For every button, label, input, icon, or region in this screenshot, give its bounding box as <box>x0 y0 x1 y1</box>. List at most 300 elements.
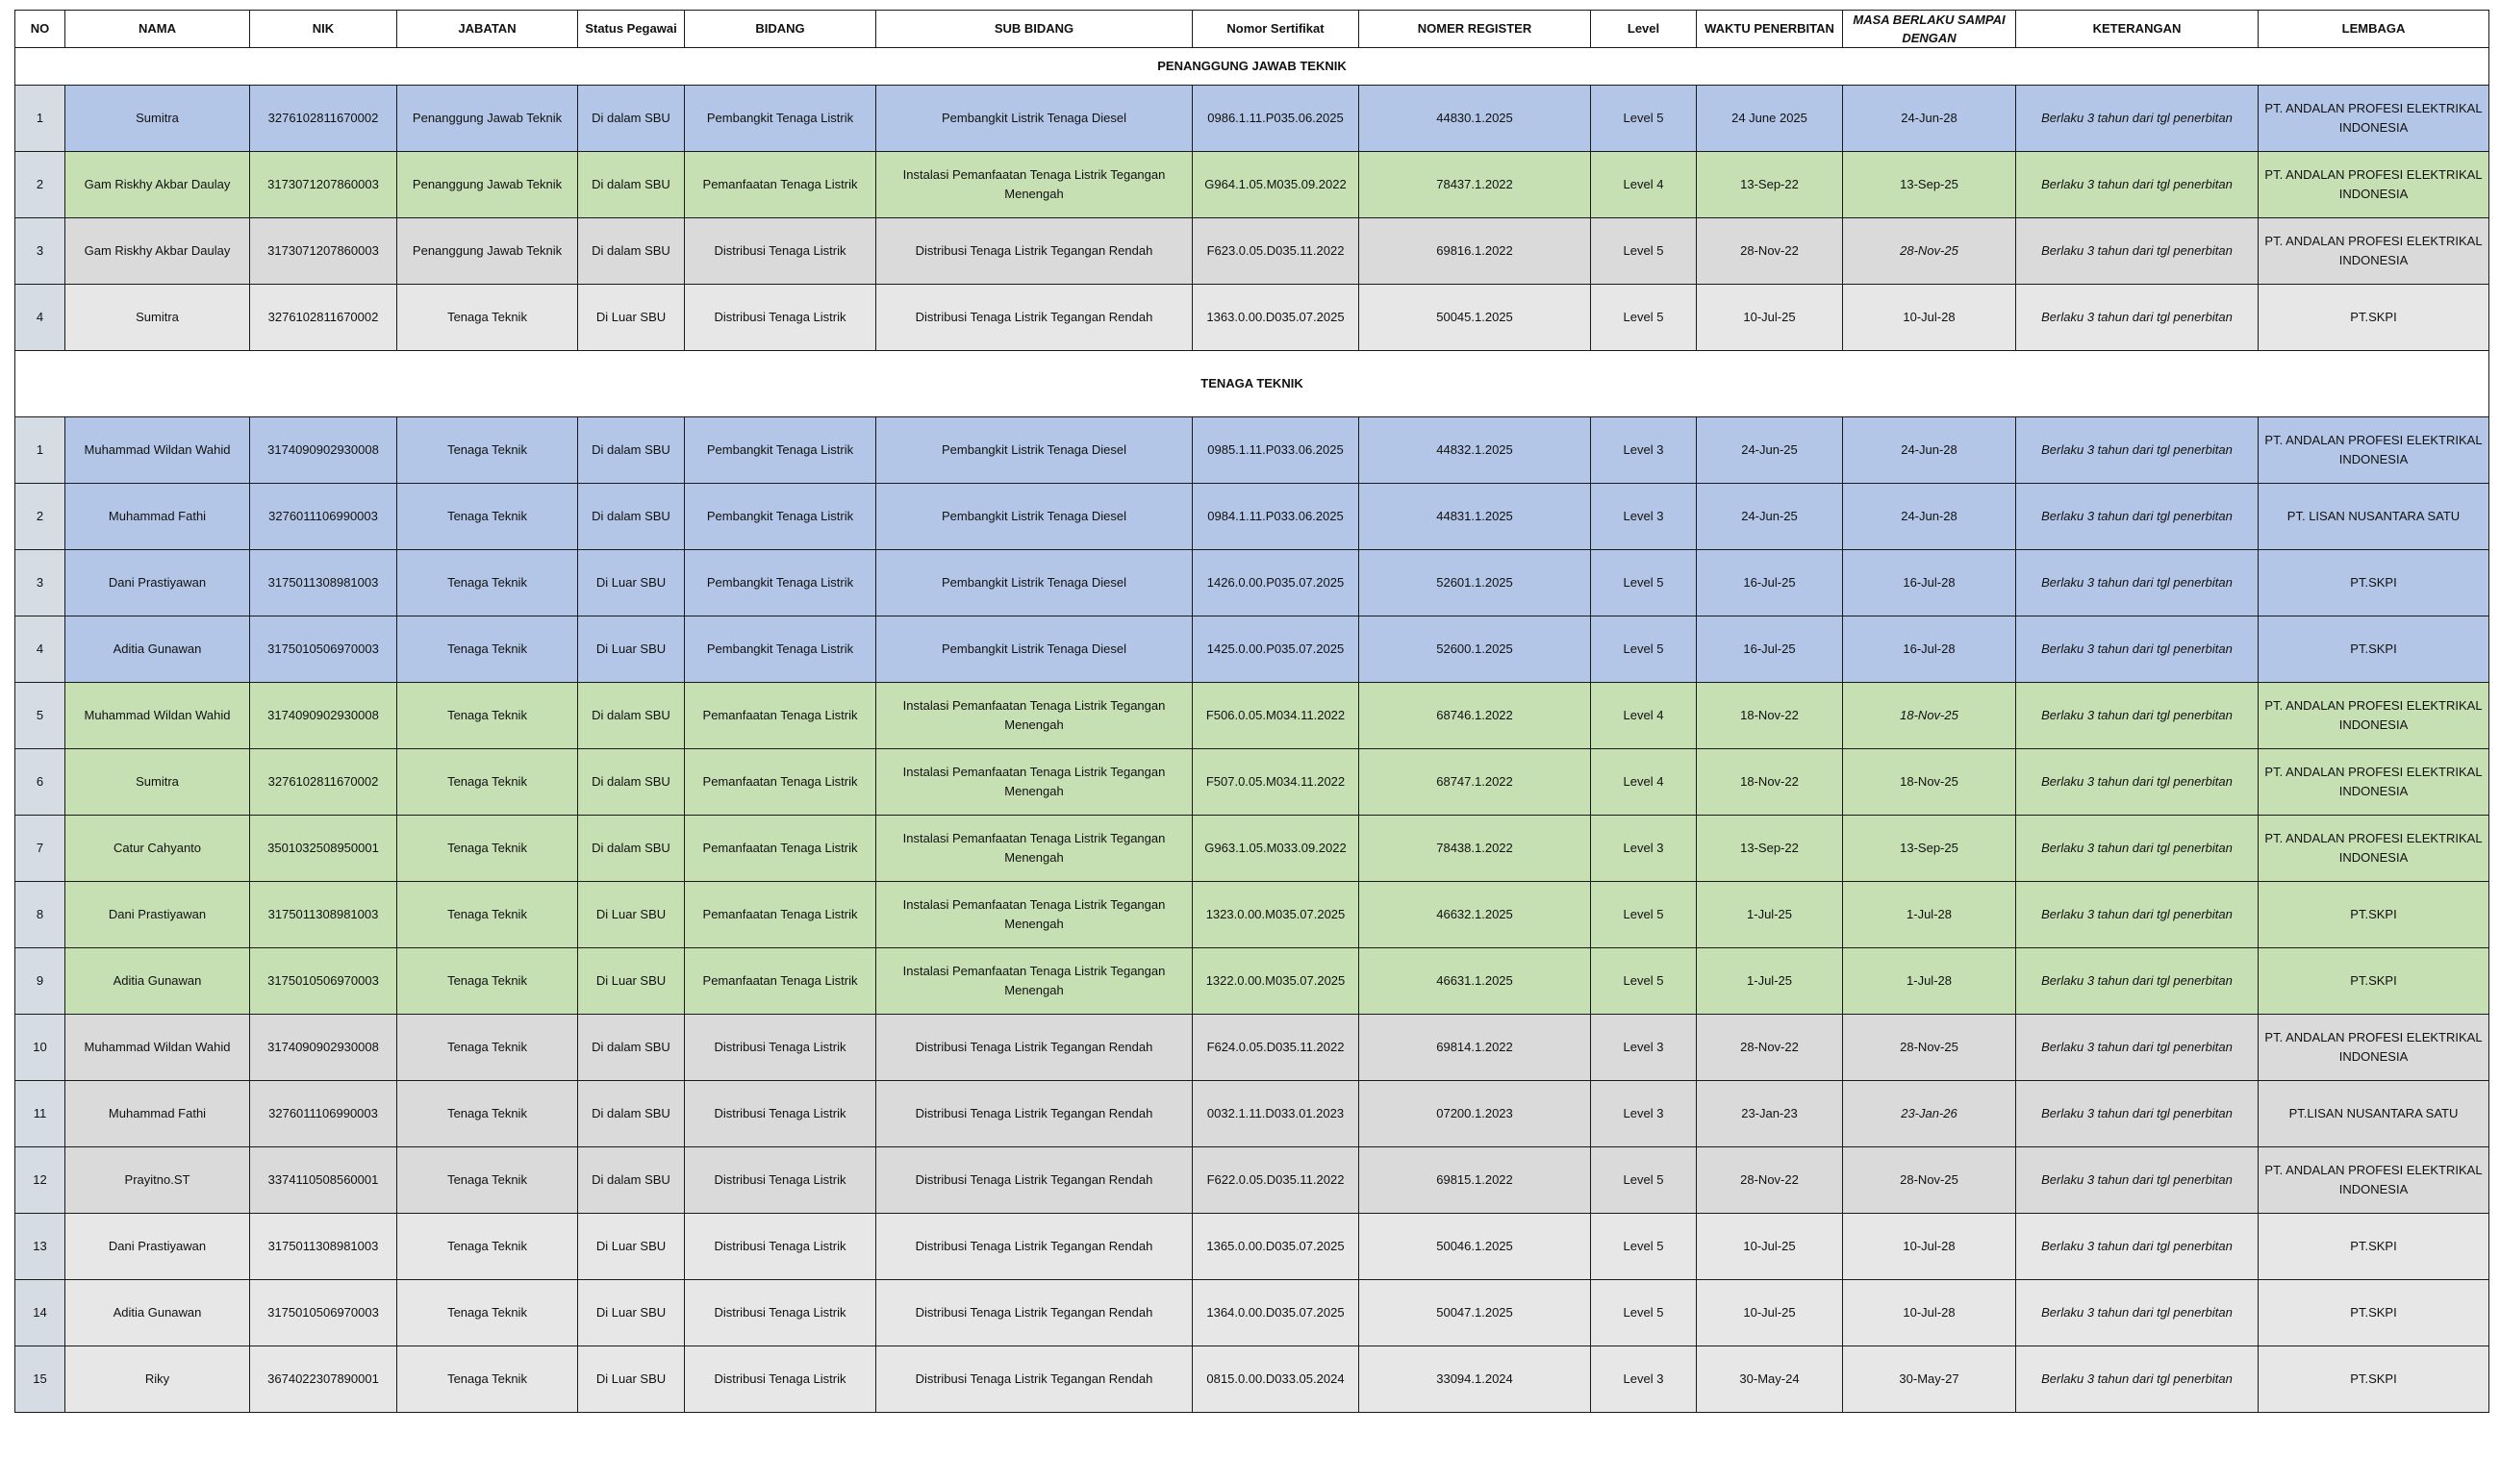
header-status-pegawai: Status Pegawai <box>578 11 685 48</box>
cell-level: Level 3 <box>1591 417 1697 484</box>
cell-level: Level 4 <box>1591 152 1697 218</box>
cell-no: 15 <box>15 1346 65 1413</box>
cell-sub-bidang: Distribusi Tenaga Listrik Tegangan Rendah <box>876 218 1193 285</box>
cell-status-pegawai: Di dalam SBU <box>578 218 685 285</box>
cell-nama: Sumitra <box>65 86 250 152</box>
cell-no: 9 <box>15 948 65 1015</box>
cell-sub-bidang: Distribusi Tenaga Listrik Tegangan Rendah <box>876 285 1193 351</box>
cell-waktu-penerbitan: 24-Jun-25 <box>1697 484 1843 550</box>
cell-bidang: Pembangkit Tenaga Listrik <box>685 86 876 152</box>
table-row <box>15 285 2489 351</box>
cell-level: Level 5 <box>1591 882 1697 948</box>
section-title: TENAGA TEKNIK <box>15 351 2489 417</box>
cell-no: 7 <box>15 816 65 882</box>
cell-nik: 3175010506970003 <box>250 1280 397 1346</box>
cell-level: Level 5 <box>1591 1214 1697 1280</box>
cell-masa-berlaku: 18-Nov-25 <box>1843 749 2016 816</box>
cell-keterangan: Berlaku 3 tahun dari tgl penerbitan <box>2016 417 2259 484</box>
header-keterangan: KETERANGAN <box>2016 11 2259 48</box>
cell-masa-berlaku: 24-Jun-28 <box>1843 484 2016 550</box>
cell-nomor-sertifikat: 1365.0.00.D035.07.2025 <box>1193 1214 1359 1280</box>
cell-nomor-sertifikat: 0815.0.00.D033.05.2024 <box>1193 1346 1359 1413</box>
cell-jabatan: Tenaga Teknik <box>397 1015 578 1081</box>
cell-waktu-penerbitan: 10-Jul-25 <box>1697 1214 1843 1280</box>
cell-bidang: Pemanfaatan Tenaga Listrik <box>685 948 876 1015</box>
cell-nama: Dani Prastiyawan <box>65 882 250 948</box>
cell-keterangan: Berlaku 3 tahun dari tgl penerbitan <box>2016 1346 2259 1413</box>
cell-status-pegawai: Di dalam SBU <box>578 1015 685 1081</box>
cell-level: Level 5 <box>1591 616 1697 683</box>
cell-sub-bidang: Pembangkit Listrik Tenaga Diesel <box>876 550 1193 616</box>
table-row <box>15 1147 2489 1214</box>
table-row <box>15 484 2489 550</box>
cell-masa-berlaku: 10-Jul-28 <box>1843 1214 2016 1280</box>
header-waktu-penerbitan: WAKTU PENERBITAN <box>1697 11 1843 48</box>
cell-masa-berlaku: 1-Jul-28 <box>1843 882 2016 948</box>
cell-keterangan: Berlaku 3 tahun dari tgl penerbitan <box>2016 1280 2259 1346</box>
cell-sub-bidang: Instalasi Pemanfaatan Tenaga Listrik Tegangan Menengah <box>876 816 1193 882</box>
cell-no: 3 <box>15 218 65 285</box>
header-row <box>15 11 2489 48</box>
cell-no: 13 <box>15 1214 65 1280</box>
cell-lembaga: PT.SKPI <box>2259 550 2489 616</box>
cell-nomer-register: 07200.1.2023 <box>1359 1081 1591 1147</box>
header-no: NO <box>15 11 65 48</box>
cell-keterangan: Berlaku 3 tahun dari tgl penerbitan <box>2016 948 2259 1015</box>
cell-nama: Gam Riskhy Akbar Daulay <box>65 152 250 218</box>
table-row <box>15 749 2489 816</box>
cell-status-pegawai: Di dalam SBU <box>578 683 685 749</box>
cell-no: 12 <box>15 1147 65 1214</box>
cell-nama: Gam Riskhy Akbar Daulay <box>65 218 250 285</box>
cell-bidang: Distribusi Tenaga Listrik <box>685 1015 876 1081</box>
header-bidang: BIDANG <box>685 11 876 48</box>
cell-jabatan: Tenaga Teknik <box>397 749 578 816</box>
cell-sub-bidang: Distribusi Tenaga Listrik Tegangan Rendah <box>876 1346 1193 1413</box>
header-sub-bidang: SUB BIDANG <box>876 11 1193 48</box>
cell-level: Level 4 <box>1591 683 1697 749</box>
cell-nik: 3374110508560001 <box>250 1147 397 1214</box>
cell-nomor-sertifikat: 0985.1.11.P033.06.2025 <box>1193 417 1359 484</box>
cell-bidang: Pembangkit Tenaga Listrik <box>685 484 876 550</box>
cell-lembaga: PT. ANDALAN PROFESI ELEKTRIKAL INDONESIA <box>2259 1015 2489 1081</box>
cell-sub-bidang: Pembangkit Listrik Tenaga Diesel <box>876 417 1193 484</box>
cell-level: Level 5 <box>1591 1280 1697 1346</box>
header-nama: NAMA <box>65 11 250 48</box>
cell-nama: Muhammad Wildan Wahid <box>65 417 250 484</box>
cell-nama: Sumitra <box>65 285 250 351</box>
cell-bidang: Distribusi Tenaga Listrik <box>685 1280 876 1346</box>
cell-nomer-register: 69814.1.2022 <box>1359 1015 1591 1081</box>
cell-no: 3 <box>15 550 65 616</box>
cell-jabatan: Tenaga Teknik <box>397 1081 578 1147</box>
section-title: PENANGGUNG JAWAB TEKNIK <box>15 48 2489 86</box>
cell-nik: 3174090902930008 <box>250 683 397 749</box>
cell-bidang: Pemanfaatan Tenaga Listrik <box>685 749 876 816</box>
cell-nomor-sertifikat: 1364.0.00.D035.07.2025 <box>1193 1280 1359 1346</box>
cell-keterangan: Berlaku 3 tahun dari tgl penerbitan <box>2016 285 2259 351</box>
cell-waktu-penerbitan: 1-Jul-25 <box>1697 948 1843 1015</box>
cell-nama: Catur Cahyanto <box>65 816 250 882</box>
cell-nik: 3175011308981003 <box>250 882 397 948</box>
cell-status-pegawai: Di dalam SBU <box>578 1147 685 1214</box>
cell-sub-bidang: Pembangkit Listrik Tenaga Diesel <box>876 484 1193 550</box>
cell-waktu-penerbitan: 13-Sep-22 <box>1697 816 1843 882</box>
cell-sub-bidang: Instalasi Pemanfaatan Tenaga Listrik Tegangan Menengah <box>876 882 1193 948</box>
cell-lembaga: PT.SKPI <box>2259 616 2489 683</box>
cell-nomer-register: 69816.1.2022 <box>1359 218 1591 285</box>
cell-nik: 3276102811670002 <box>250 285 397 351</box>
cell-nomor-sertifikat: 1425.0.00.P035.07.2025 <box>1193 616 1359 683</box>
cell-nomor-sertifikat: 1363.0.00.D035.07.2025 <box>1193 285 1359 351</box>
cell-masa-berlaku: 16-Jul-28 <box>1843 550 2016 616</box>
cell-masa-berlaku: 13-Sep-25 <box>1843 152 2016 218</box>
cell-keterangan: Berlaku 3 tahun dari tgl penerbitan <box>2016 683 2259 749</box>
cell-level: Level 3 <box>1591 1346 1697 1413</box>
cell-nik: 3276102811670002 <box>250 86 397 152</box>
cell-masa-berlaku: 18-Nov-25 <box>1843 683 2016 749</box>
cell-nik: 3175011308981003 <box>250 550 397 616</box>
cell-nik: 3174090902930008 <box>250 1015 397 1081</box>
cell-lembaga: PT.SKPI <box>2259 285 2489 351</box>
cell-jabatan: Tenaga Teknik <box>397 550 578 616</box>
cell-waktu-penerbitan: 30-May-24 <box>1697 1346 1843 1413</box>
cell-waktu-penerbitan: 10-Jul-25 <box>1697 1280 1843 1346</box>
header-masa-berlaku: MASA BERLAKU SAMPAI DENGAN <box>1843 11 2016 48</box>
cell-nama: Dani Prastiyawan <box>65 1214 250 1280</box>
cell-nama: Aditia Gunawan <box>65 1280 250 1346</box>
cell-nomer-register: 44832.1.2025 <box>1359 417 1591 484</box>
cell-nomer-register: 68746.1.2022 <box>1359 683 1591 749</box>
cell-no: 11 <box>15 1081 65 1147</box>
cell-nomer-register: 50047.1.2025 <box>1359 1280 1591 1346</box>
cell-nama: Dani Prastiyawan <box>65 550 250 616</box>
cell-sub-bidang: Pembangkit Listrik Tenaga Diesel <box>876 86 1193 152</box>
cell-nik: 3276102811670002 <box>250 749 397 816</box>
cell-nomer-register: 68747.1.2022 <box>1359 749 1591 816</box>
cell-masa-berlaku: 1-Jul-28 <box>1843 948 2016 1015</box>
cell-waktu-penerbitan: 28-Nov-22 <box>1697 1015 1843 1081</box>
header-level: Level <box>1591 11 1697 48</box>
cell-keterangan: Berlaku 3 tahun dari tgl penerbitan <box>2016 816 2259 882</box>
cell-bidang: Distribusi Tenaga Listrik <box>685 1081 876 1147</box>
cell-jabatan: Tenaga Teknik <box>397 882 578 948</box>
cell-no: 1 <box>15 86 65 152</box>
cell-bidang: Distribusi Tenaga Listrik <box>685 1346 876 1413</box>
table-row <box>15 86 2489 152</box>
cell-keterangan: Berlaku 3 tahun dari tgl penerbitan <box>2016 152 2259 218</box>
cell-keterangan: Berlaku 3 tahun dari tgl penerbitan <box>2016 484 2259 550</box>
cell-keterangan: Berlaku 3 tahun dari tgl penerbitan <box>2016 749 2259 816</box>
cell-status-pegawai: Di dalam SBU <box>578 152 685 218</box>
cell-level: Level 3 <box>1591 1081 1697 1147</box>
cell-nik: 3276011106990003 <box>250 1081 397 1147</box>
cell-bidang: Pemanfaatan Tenaga Listrik <box>685 152 876 218</box>
cell-nomer-register: 52600.1.2025 <box>1359 616 1591 683</box>
cell-no: 8 <box>15 882 65 948</box>
cell-nomor-sertifikat: 0032.1.11.D033.01.2023 <box>1193 1081 1359 1147</box>
cell-waktu-penerbitan: 18-Nov-22 <box>1697 749 1843 816</box>
cell-status-pegawai: Di Luar SBU <box>578 550 685 616</box>
cell-lembaga: PT. ANDALAN PROFESI ELEKTRIKAL INDONESIA <box>2259 152 2489 218</box>
header-nik: NIK <box>250 11 397 48</box>
cell-nomor-sertifikat: 1323.0.00.M035.07.2025 <box>1193 882 1359 948</box>
cell-keterangan: Berlaku 3 tahun dari tgl penerbitan <box>2016 882 2259 948</box>
cell-masa-berlaku: 28-Nov-25 <box>1843 218 2016 285</box>
cell-lembaga: PT. ANDALAN PROFESI ELEKTRIKAL INDONESIA <box>2259 86 2489 152</box>
cell-nomor-sertifikat: F506.0.05.M034.11.2022 <box>1193 683 1359 749</box>
cell-nomer-register: 46632.1.2025 <box>1359 882 1591 948</box>
cell-lembaga: PT. LISAN NUSANTARA SATU <box>2259 484 2489 550</box>
cell-waktu-penerbitan: 1-Jul-25 <box>1697 882 1843 948</box>
cell-jabatan: Penanggung Jawab Teknik <box>397 218 578 285</box>
cell-nik: 3175010506970003 <box>250 948 397 1015</box>
table-row <box>15 152 2489 218</box>
cell-status-pegawai: Di Luar SBU <box>578 616 685 683</box>
cell-nama: Aditia Gunawan <box>65 948 250 1015</box>
cell-nama: Aditia Gunawan <box>65 616 250 683</box>
cell-sub-bidang: Instalasi Pemanfaatan Tenaga Listrik Tegangan Menengah <box>876 152 1193 218</box>
table-row <box>15 1280 2489 1346</box>
cell-nik: 3174090902930008 <box>250 417 397 484</box>
cell-bidang: Pemanfaatan Tenaga Listrik <box>685 816 876 882</box>
cell-lembaga: PT.SKPI <box>2259 1214 2489 1280</box>
cell-jabatan: Penanggung Jawab Teknik <box>397 152 578 218</box>
cell-status-pegawai: Di Luar SBU <box>578 1280 685 1346</box>
cell-lembaga: PT.SKPI <box>2259 948 2489 1015</box>
cell-bidang: Pembangkit Tenaga Listrik <box>685 550 876 616</box>
cell-waktu-penerbitan: 23-Jan-23 <box>1697 1081 1843 1147</box>
cell-bidang: Pemanfaatan Tenaga Listrik <box>685 683 876 749</box>
cell-nomor-sertifikat: 1426.0.00.P035.07.2025 <box>1193 550 1359 616</box>
cell-waktu-penerbitan: 16-Jul-25 <box>1697 550 1843 616</box>
cell-keterangan: Berlaku 3 tahun dari tgl penerbitan <box>2016 550 2259 616</box>
cell-nomer-register: 50045.1.2025 <box>1359 285 1591 351</box>
cell-nomor-sertifikat: F623.0.05.D035.11.2022 <box>1193 218 1359 285</box>
cell-waktu-penerbitan: 24 June 2025 <box>1697 86 1843 152</box>
table-row <box>15 882 2489 948</box>
cell-nomer-register: 46631.1.2025 <box>1359 948 1591 1015</box>
cell-nomor-sertifikat: G964.1.05.M035.09.2022 <box>1193 152 1359 218</box>
cell-sub-bidang: Instalasi Pemanfaatan Tenaga Listrik Tegangan Menengah <box>876 948 1193 1015</box>
cell-waktu-penerbitan: 13-Sep-22 <box>1697 152 1843 218</box>
cell-nomor-sertifikat: F622.0.05.D035.11.2022 <box>1193 1147 1359 1214</box>
cell-level: Level 4 <box>1591 749 1697 816</box>
cell-level: Level 5 <box>1591 218 1697 285</box>
cell-nama: Prayitno.ST <box>65 1147 250 1214</box>
cell-no: 4 <box>15 285 65 351</box>
cell-nomer-register: 33094.1.2024 <box>1359 1346 1591 1413</box>
cell-masa-berlaku: 24-Jun-28 <box>1843 417 2016 484</box>
section-header-row <box>15 351 2489 417</box>
cell-lembaga: PT. ANDALAN PROFESI ELEKTRIKAL INDONESIA <box>2259 218 2489 285</box>
cell-level: Level 5 <box>1591 948 1697 1015</box>
cell-nama: Sumitra <box>65 749 250 816</box>
cell-waktu-penerbitan: 10-Jul-25 <box>1697 285 1843 351</box>
header-nomor-sertifikat: Nomor Sertifikat <box>1193 11 1359 48</box>
table-row <box>15 417 2489 484</box>
cell-lembaga: PT.SKPI <box>2259 882 2489 948</box>
cell-keterangan: Berlaku 3 tahun dari tgl penerbitan <box>2016 1015 2259 1081</box>
cell-nomer-register: 44830.1.2025 <box>1359 86 1591 152</box>
cell-nomor-sertifikat: G963.1.05.M033.09.2022 <box>1193 816 1359 882</box>
cell-masa-berlaku: 28-Nov-25 <box>1843 1147 2016 1214</box>
cell-waktu-penerbitan: 16-Jul-25 <box>1697 616 1843 683</box>
header-jabatan: JABATAN <box>397 11 578 48</box>
cell-waktu-penerbitan: 28-Nov-22 <box>1697 218 1843 285</box>
cell-nomor-sertifikat: 0986.1.11.P035.06.2025 <box>1193 86 1359 152</box>
cell-nama: Muhammad Wildan Wahid <box>65 1015 250 1081</box>
cell-status-pegawai: Di dalam SBU <box>578 1081 685 1147</box>
cell-masa-berlaku: 23-Jan-26 <box>1843 1081 2016 1147</box>
cell-nik: 3276011106990003 <box>250 484 397 550</box>
cell-nomer-register: 52601.1.2025 <box>1359 550 1591 616</box>
cell-lembaga: PT.SKPI <box>2259 1346 2489 1413</box>
cell-jabatan: Tenaga Teknik <box>397 285 578 351</box>
cell-nomer-register: 44831.1.2025 <box>1359 484 1591 550</box>
table-body <box>15 48 2489 1413</box>
cell-lembaga: PT. ANDALAN PROFESI ELEKTRIKAL INDONESIA <box>2259 1147 2489 1214</box>
cell-nik: 3175011308981003 <box>250 1214 397 1280</box>
cell-no: 10 <box>15 1015 65 1081</box>
cell-status-pegawai: Di Luar SBU <box>578 1346 685 1413</box>
cell-nik: 3175010506970003 <box>250 616 397 683</box>
cell-bidang: Pemanfaatan Tenaga Listrik <box>685 882 876 948</box>
cell-no: 6 <box>15 749 65 816</box>
cell-jabatan: Tenaga Teknik <box>397 816 578 882</box>
cell-nomor-sertifikat: 0984.1.11.P033.06.2025 <box>1193 484 1359 550</box>
cell-status-pegawai: Di dalam SBU <box>578 484 685 550</box>
cell-masa-berlaku: 13-Sep-25 <box>1843 816 2016 882</box>
cell-jabatan: Tenaga Teknik <box>397 948 578 1015</box>
cell-nik: 3173071207860003 <box>250 218 397 285</box>
cell-no: 5 <box>15 683 65 749</box>
cell-jabatan: Tenaga Teknik <box>397 683 578 749</box>
section-header-row <box>15 48 2489 86</box>
cell-keterangan: Berlaku 3 tahun dari tgl penerbitan <box>2016 1147 2259 1214</box>
cell-nik: 3173071207860003 <box>250 152 397 218</box>
cell-sub-bidang: Instalasi Pemanfaatan Tenaga Listrik Tegangan Menengah <box>876 749 1193 816</box>
cell-no: 2 <box>15 152 65 218</box>
cell-status-pegawai: Di dalam SBU <box>578 816 685 882</box>
cell-nama: Muhammad Wildan Wahid <box>65 683 250 749</box>
cell-jabatan: Tenaga Teknik <box>397 1147 578 1214</box>
cell-jabatan: Penanggung Jawab Teknik <box>397 86 578 152</box>
cell-level: Level 3 <box>1591 1015 1697 1081</box>
cell-waktu-penerbitan: 18-Nov-22 <box>1697 683 1843 749</box>
table-row <box>15 218 2489 285</box>
cell-waktu-penerbitan: 28-Nov-22 <box>1697 1147 1843 1214</box>
cell-sub-bidang: Distribusi Tenaga Listrik Tegangan Rendah <box>876 1280 1193 1346</box>
cell-jabatan: Tenaga Teknik <box>397 1280 578 1346</box>
cell-status-pegawai: Di dalam SBU <box>578 86 685 152</box>
cell-status-pegawai: Di dalam SBU <box>578 749 685 816</box>
cell-level: Level 5 <box>1591 1147 1697 1214</box>
header-nomer-register: NOMER REGISTER <box>1359 11 1591 48</box>
cell-status-pegawai: Di Luar SBU <box>578 948 685 1015</box>
cell-sub-bidang: Pembangkit Listrik Tenaga Diesel <box>876 616 1193 683</box>
cell-jabatan: Tenaga Teknik <box>397 417 578 484</box>
cell-level: Level 5 <box>1591 285 1697 351</box>
cell-lembaga: PT. ANDALAN PROFESI ELEKTRIKAL INDONESIA <box>2259 816 2489 882</box>
table-row <box>15 816 2489 882</box>
certificate-table <box>14 10 2489 1413</box>
cell-bidang: Distribusi Tenaga Listrik <box>685 1147 876 1214</box>
cell-nomor-sertifikat: F507.0.05.M034.11.2022 <box>1193 749 1359 816</box>
cell-masa-berlaku: 28-Nov-25 <box>1843 1015 2016 1081</box>
cell-nomer-register: 69815.1.2022 <box>1359 1147 1591 1214</box>
cell-lembaga: PT. ANDALAN PROFESI ELEKTRIKAL INDONESIA <box>2259 749 2489 816</box>
cell-status-pegawai: Di Luar SBU <box>578 1214 685 1280</box>
cell-status-pegawai: Di Luar SBU <box>578 882 685 948</box>
cell-status-pegawai: Di dalam SBU <box>578 417 685 484</box>
cell-no: 14 <box>15 1280 65 1346</box>
table-row <box>15 1015 2489 1081</box>
cell-sub-bidang: Distribusi Tenaga Listrik Tegangan Rendah <box>876 1015 1193 1081</box>
cell-jabatan: Tenaga Teknik <box>397 616 578 683</box>
cell-sub-bidang: Instalasi Pemanfaatan Tenaga Listrik Tegangan Menengah <box>876 683 1193 749</box>
table-row <box>15 550 2489 616</box>
cell-bidang: Distribusi Tenaga Listrik <box>685 285 876 351</box>
cell-no: 2 <box>15 484 65 550</box>
cell-masa-berlaku: 24-Jun-28 <box>1843 86 2016 152</box>
cell-lembaga: PT. ANDALAN PROFESI ELEKTRIKAL INDONESIA <box>2259 683 2489 749</box>
cell-nik: 3501032508950001 <box>250 816 397 882</box>
cell-nik: 3674022307890001 <box>250 1346 397 1413</box>
cell-no: 4 <box>15 616 65 683</box>
cell-lembaga: PT.SKPI <box>2259 1280 2489 1346</box>
cell-bidang: Distribusi Tenaga Listrik <box>685 1214 876 1280</box>
cell-nomor-sertifikat: 1322.0.00.M035.07.2025 <box>1193 948 1359 1015</box>
cell-nomer-register: 78438.1.2022 <box>1359 816 1591 882</box>
cell-no: 1 <box>15 417 65 484</box>
table-row <box>15 683 2489 749</box>
cell-sub-bidang: Distribusi Tenaga Listrik Tegangan Rendah <box>876 1147 1193 1214</box>
cell-masa-berlaku: 10-Jul-28 <box>1843 285 2016 351</box>
cell-bidang: Pembangkit Tenaga Listrik <box>685 417 876 484</box>
cell-nomor-sertifikat: F624.0.05.D035.11.2022 <box>1193 1015 1359 1081</box>
cell-bidang: Distribusi Tenaga Listrik <box>685 218 876 285</box>
cell-bidang: Pembangkit Tenaga Listrik <box>685 616 876 683</box>
header-lembaga: LEMBAGA <box>2259 11 2489 48</box>
cell-keterangan: Berlaku 3 tahun dari tgl penerbitan <box>2016 1214 2259 1280</box>
table-row <box>15 1346 2489 1413</box>
cell-lembaga: PT. ANDALAN PROFESI ELEKTRIKAL INDONESIA <box>2259 417 2489 484</box>
cell-masa-berlaku: 10-Jul-28 <box>1843 1280 2016 1346</box>
table-row <box>15 616 2489 683</box>
cell-nomer-register: 50046.1.2025 <box>1359 1214 1591 1280</box>
cell-keterangan: Berlaku 3 tahun dari tgl penerbitan <box>2016 616 2259 683</box>
cell-nama: Riky <box>65 1346 250 1413</box>
cell-jabatan: Tenaga Teknik <box>397 1346 578 1413</box>
cell-jabatan: Tenaga Teknik <box>397 484 578 550</box>
cell-keterangan: Berlaku 3 tahun dari tgl penerbitan <box>2016 86 2259 152</box>
cell-jabatan: Tenaga Teknik <box>397 1214 578 1280</box>
cell-nama: Muhammad Fathi <box>65 484 250 550</box>
cell-level: Level 3 <box>1591 816 1697 882</box>
cell-keterangan: Berlaku 3 tahun dari tgl penerbitan <box>2016 218 2259 285</box>
table-row <box>15 948 2489 1015</box>
table-row <box>15 1081 2489 1147</box>
cell-nama: Muhammad Fathi <box>65 1081 250 1147</box>
cell-masa-berlaku: 30-May-27 <box>1843 1346 2016 1413</box>
cell-level: Level 3 <box>1591 484 1697 550</box>
cell-level: Level 5 <box>1591 86 1697 152</box>
cell-nomer-register: 78437.1.2022 <box>1359 152 1591 218</box>
cell-level: Level 5 <box>1591 550 1697 616</box>
cell-masa-berlaku: 16-Jul-28 <box>1843 616 2016 683</box>
cell-waktu-penerbitan: 24-Jun-25 <box>1697 417 1843 484</box>
